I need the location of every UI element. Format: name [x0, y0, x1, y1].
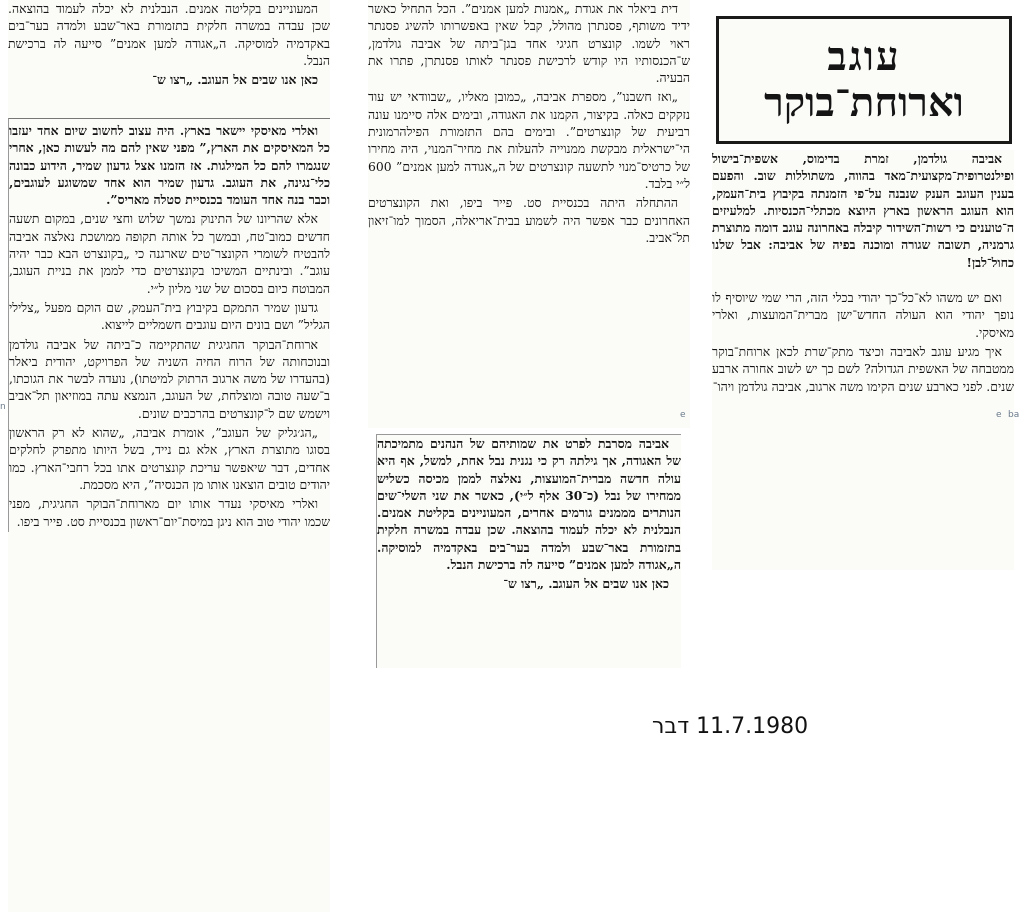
- headline-line-1: עוגב: [827, 33, 901, 80]
- article-paragraph: איך מגיע עוגב לאביבה וכיצד מתק־שרת לכאן ארוחת־בוקר ממטבחה של האשפית הגדולה? לשם כך יש לשוב אחורה ארבע שנים. לפני כארבע שנים הקימו משה ארגוב, אביבה גולדמן ויהו־: [712, 343, 1014, 394]
- article-paragraph: „ואז חשבנו”, מספרת אביבה, „כמובן מאליו, „שבוודאי יש עוד נזקקים כאלה. בקיצור, הקמנו את האגודה, ובימים אלה סיימנו עונה רביעית של קונצרטים”. ובימים בהם התזמורת הפילהרמונית הי־ישראלית מבקשת ממנוייה להעלות את מחיר־המנוי, היה מחירו של כרטיס־מנוי לתשעה קונצרטים של ה„אגודה למען אמנים” 600 ל״י בלבד.: [368, 89, 690, 191]
- article-paragraph: ההתחלה היתה בכנסיית סט. פייר ביפו, ואת הקונצרטים האחרונים כבר אפשר היה לשמוע בבית־אריאלה, הסמוך למו־זיאון תל־אביב.: [368, 195, 690, 245]
- article-column-right: [712, 150, 1014, 570]
- headline-line-2: וארוחת־בוקר: [764, 79, 964, 126]
- article-column-middle-top: [368, 0, 690, 428]
- source-caption: 11.7.1980 דבר: [652, 714, 809, 739]
- margin-mark: e: [996, 410, 1002, 420]
- article-column-middle-bottom: [376, 434, 681, 668]
- article-paragraph: ואלרי מאיסקי יישאר בארץ. היה עצוב לחשוב שיום אחד יעזבו כל המאיסקים את הארץ,” מפני שאין להם מה לעשות כאן, אחרי שנגמרו להם כל המילגות. אז הזמנו אצל גדעון שמיר, הידוע כבונה כלי־נגינה, את העוגב. גדעון שמיר הוא אחד שמשוגע לעוגבים, וכבר בנה אחד העומד בכנסיית סטלה מאריס”.: [9, 123, 330, 208]
- article-paragraph: ארוחת־הבוקר החגיגית שהתקיימה כ־ביתה של אביבה גולדמן ובנוכחותה של הרוח החיה השניה של הפרויקט, יהודית ביאלר (בהעדרו של משה ארגוב הרתוק למיטתו), נועדה לבשר את הגוכתו, ב־שעה טובה ומוצלחת, של העוגב, הנמצא עתה במוזיאון תל־אביב וישמש שם ל־קונצרטים בהרכבים שונים.: [9, 336, 330, 421]
- margin-mark: e: [680, 410, 686, 420]
- article-paragraph: ואלרי מאיסקי נעדר אותו יום מארוחת־הבוקר החגיגית, מפני שכמו יהודי טוב הוא ניגן במיסת־יום־ראשון בכנסיית סט. פייר ביפו.: [9, 496, 330, 529]
- article-paragraph: אביבה מסרבת לפרט את שמותיהם של הנהנים מתמיכתה של האגודה, אך גילתה רק כי נגנית נבל אחת, למשל, אף היא עולה חדשה מברית־המועצות, נאלצה לממן מכיסה כשליש ממחירו של נבל (כ־30 אלף ל״י), כאשר את שני השלי־שים הנותרים מממנים גורמים אחרים, המעוניינים בקליטת אמנים. הנבלנית לא יכלה לעמוד בהוצאה. שכן עבדה במשרה חלקית בתזמורת באר־שבע ולמדה בער־בים באקדמיה למוסיקה. ה„אגודה למען אמנים” סייעה לה ברכישת הנבל.: [377, 436, 681, 573]
- article-paragraph: גדעון שמיר התמקם בקיבוץ בית־העמק, שם הוקם מפעל „צלילי הגליל” ושם בונים היום עוגבים חשמליים לייצוא.: [9, 299, 330, 333]
- margin-mark: n: [0, 402, 6, 412]
- article-paragraph: ואם יש משהו לא־כל־כך יהודי בכלי הזה, הרי שמי שיוסיף לו נופך יהודי הוא העולה החדש־ישן מברית־המועצות, ואלרי מאיסקי.: [712, 290, 1014, 340]
- article-paragraph: המעוניינים בקליטה אמנים. הנבלנית לא יכלה לעמוד בהוצאה. שכן עבדה במשרה חלקית בתזמורת באר־שבע ולמדה בער־בים באקדמיה למוסיקה. ה„אגודה למען אמנים” סייעה לה ברכישת הנבל.: [8, 1, 330, 68]
- headline-box: [716, 16, 1012, 144]
- article-column-left: [8, 0, 330, 912]
- article-lead: אביבה גולדמן, זמרת בדימוס, אשפית־בישול ופילנטרופית־מקצועית־מאד בהווה, משתוללות שוב. והפעם בענין העוגב הענק שנבנה על־פי הזמנתה בקיבוץ בית־העמק, הוא העוגב הראשון בארץ היוצא מכתלי־הכנסיות. למלעיזים ה־טוענים כי רשות־השידור קיבלה באחרונה עוגב דומה מתוצרת גרמניה, תשובה שגורה ומוכנה בפיה של אביבה: אבל שלנו כחול־לבן!: [712, 151, 1014, 270]
- article-paragraph: כאן אנו שבים אל העוגב. „רצו ש־: [503, 576, 669, 592]
- article-paragraph: „הג׳גליק של העוגב”, אומרת אביבה, „שהוא לא רק הראשון בסוגו מתוצרת הארץ, אלא גם נייד, בשל היותו מתפרק לחלקים אחדים, דבר שיאפשר עריכת קונצרטים אתו בכל רחבי־הארץ. כמו יהודים טובים הוצאנו אותו מן הכנסיה”, היא מסכמת.: [9, 425, 330, 492]
- article-section: [8, 118, 330, 532]
- article-paragraph: דית ביאלר את אגודת „אמנות למען אמנים”. הכל התחיל כאשר ידיד משותף, פסנתרן מהולל, קבל שאין באפשרותו להשיג פסנתר ראוי לשמו. קונצרט חגיגי אחד בגן־ביתה של אביבה גולדמן, ש־הכנסותיו היו קודש לרכישת פסנתר לאותו פסנתרן, פתרו את הבעיה.: [368, 1, 690, 86]
- margin-mark: ba: [1008, 410, 1020, 420]
- article-paragraph: אלא שהריונו של התינוק נמשך שלוש וחצי שנים, במקום תשעה חדשים כמוב־טח, ובמשך כל אותה תקופה ממושכת נאלצה אביבה להבטיח לשומרי הקונצר־טים שארגנה כי „בקונצרט הבא כבר יהיה עוגב”. ובינתיים המשיכו בקונצרטים כדי לממן את בניית העוגב, המבוטח כיום בסכום של שני מליון ל״י.: [9, 211, 330, 296]
- article-paragraph: כאן אנו שבים אל העוגב. „רצו ש־: [152, 72, 318, 88]
